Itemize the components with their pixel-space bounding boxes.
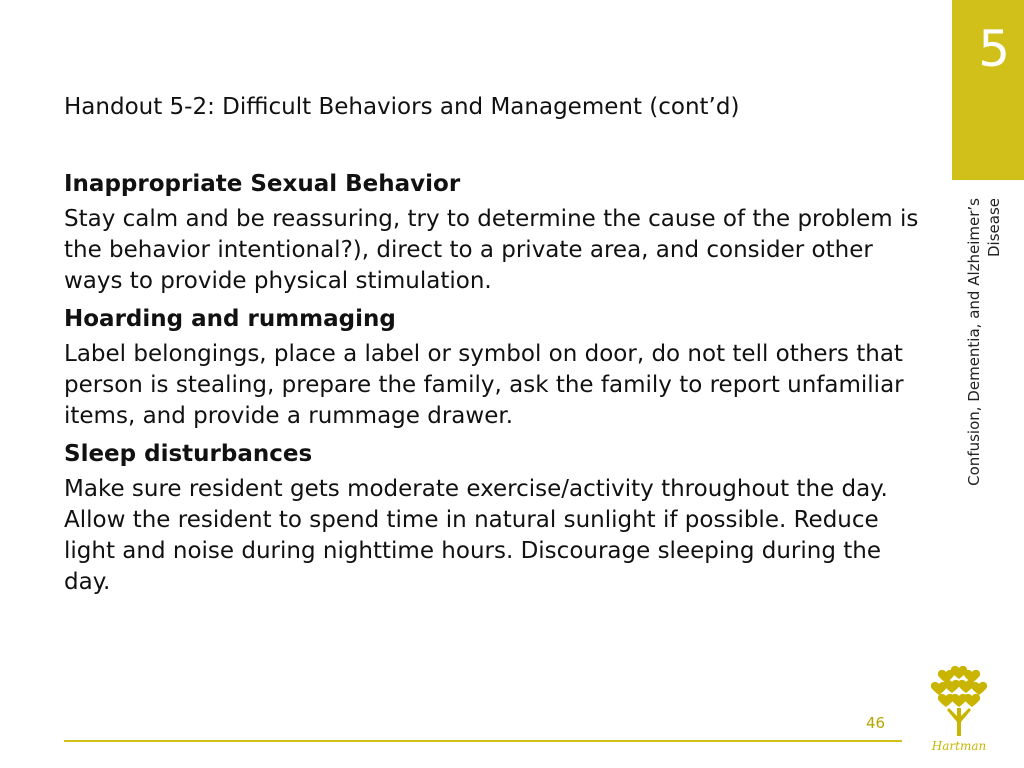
section-heading: Hoarding and rummaging: [64, 306, 396, 332]
handout-title: Handout 5-2: Difficult Behaviors and Management (cont’d): [64, 94, 740, 120]
chapter-number: 5: [978, 20, 1010, 78]
logo-text: Hartman: [931, 739, 987, 753]
footer-rule: [64, 740, 902, 742]
chapter-title: Confusion, Dementia, and Alzheimer’s Disease: [965, 198, 1003, 486]
section-hoarding: [64, 303, 924, 432]
page-number: 46: [866, 714, 886, 732]
section-text: Label belongings, place a label or symbol on door, do not tell others that person is stealing, prepare the family, ask the family to report unfamiliar items, and provide a rummage drawer.: [64, 341, 904, 429]
chapter-tab: [952, 0, 1024, 180]
section-heading: Inappropriate Sexual Behavior: [64, 171, 461, 197]
hartman-logo: [924, 662, 994, 754]
handout-content: [64, 168, 924, 604]
section-text: Make sure resident gets moderate exercise/activity throughout the day. Allow the resident to spend time in natural sunlight if possible. Reduce light and noise during nighttime hours. Discourage sleeping during the day.: [64, 476, 888, 595]
section-text: Stay calm and be reassuring, try to determine the cause of the problem is the behavior intentional?), direct to a private area, and consider other ways to provide physical stimulation.: [64, 206, 919, 294]
section-sleep: [64, 438, 924, 598]
heart-tree-icon: [931, 666, 987, 736]
section-sexual-behavior: [64, 168, 924, 297]
section-heading: Sleep disturbances: [64, 441, 313, 467]
